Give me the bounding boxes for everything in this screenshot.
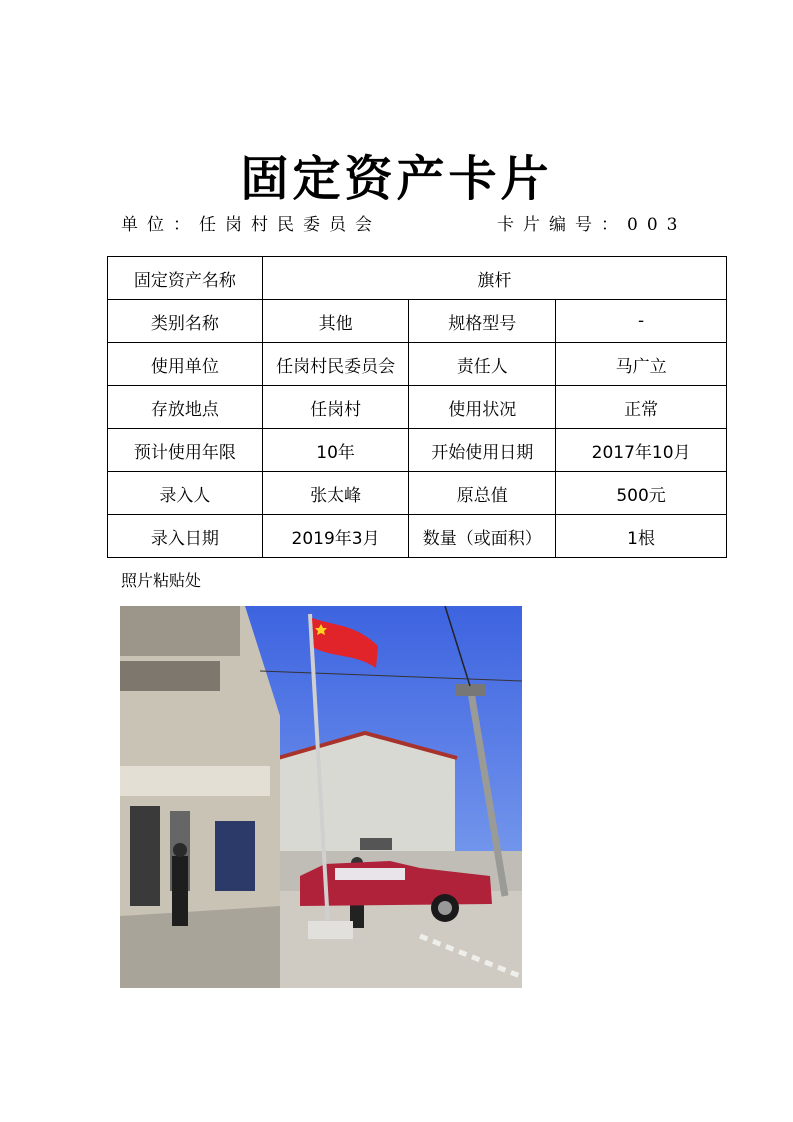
asset-name-label: 固定资产名称 [108, 257, 263, 300]
entry-date-label: 录入日期 [108, 515, 263, 558]
quantity-value: 1根 [556, 515, 727, 558]
flagpole-base [308, 921, 353, 939]
spec-value: - [556, 300, 727, 343]
location-label: 存放地点 [108, 386, 263, 429]
life-label: 预计使用年限 [108, 429, 263, 472]
asset-card-table [107, 256, 727, 558]
flagpole-photo [120, 606, 522, 988]
entry-date-value: 2019年3月 [262, 515, 409, 558]
spec-label: 规格型号 [409, 300, 556, 343]
table-row [108, 386, 727, 429]
page-title: 固定资产卡片 [240, 151, 553, 207]
life-value: 10年 [262, 429, 409, 472]
entered-by-value: 张太峰 [262, 472, 409, 515]
person-left [172, 856, 188, 926]
table-row [108, 300, 727, 343]
responsible-value: 马广立 [556, 343, 727, 386]
quantity-label: 数量（或面积） [409, 515, 556, 558]
table-row [108, 343, 727, 386]
original-value-value: 500元 [556, 472, 727, 515]
using-unit-label: 使用单位 [108, 343, 263, 386]
start-date-label: 开始使用日期 [409, 429, 556, 472]
table-row [108, 472, 727, 515]
category-value: 其他 [262, 300, 409, 343]
location-value: 任岗村 [262, 386, 409, 429]
start-date-value: 2017年10月 [556, 429, 727, 472]
asset-name-value: 旗杆 [262, 257, 726, 300]
card-number: 卡片编号：003 [497, 215, 687, 235]
status-label: 使用状况 [409, 386, 556, 429]
category-label: 类别名称 [108, 300, 263, 343]
using-unit-value: 任岗村民委员会 [262, 343, 409, 386]
status-value: 正常 [556, 386, 727, 429]
unit-name: 单位：任岗村民委员会 [121, 215, 381, 235]
table-row [108, 429, 727, 472]
table-row [108, 515, 727, 558]
table-row [108, 257, 727, 300]
entered-by-label: 录入人 [108, 472, 263, 515]
original-value-label: 原总值 [409, 472, 556, 515]
responsible-label: 责任人 [409, 343, 556, 386]
photo-label: 照片粘贴处 [121, 571, 202, 590]
